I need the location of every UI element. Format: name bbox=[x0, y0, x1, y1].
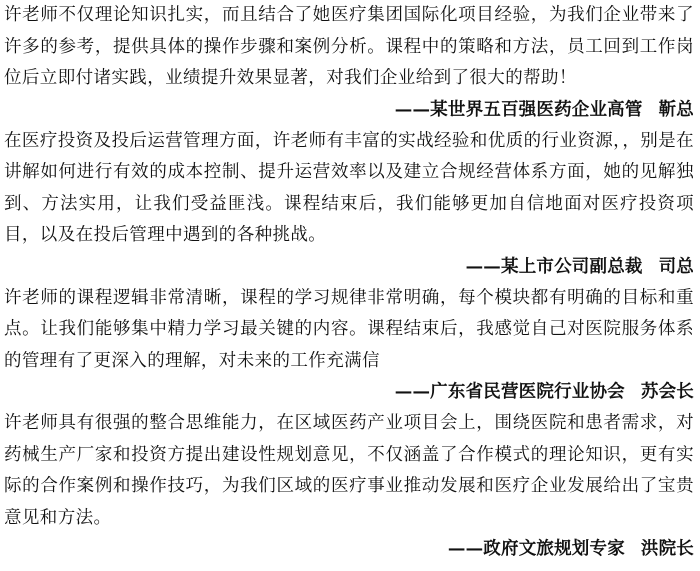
attribution-org: ——政府文旅规划专家 bbox=[447, 539, 625, 559]
attribution-name: 司总 bbox=[658, 256, 694, 277]
attribution-org: ——广东省民营医院行业协会 bbox=[394, 382, 625, 402]
testimonial-attribution-2 bbox=[4, 252, 694, 283]
testimonial-attribution-3 bbox=[4, 377, 694, 408]
testimonial-text-4: 许老师具有很强的整合思维能力，在区域医药产业项目会上，围绕医院和患者需求，对药械生产厂家和投资方提出建设性规划意见，不仅涵盖了合作模式的理论知识，更有实际的合作案例和操作技巧，为我们区域的医疗事业推动发展和医疗企业发展给出了宝贵意见和方法。 bbox=[4, 413, 694, 528]
testimonial-attribution-1 bbox=[4, 95, 694, 126]
attribution-org: ——某上市公司副总裁 bbox=[465, 256, 643, 277]
testimonial-text-3: 许老师的课程逻辑非常清晰，课程的学习规律非常明确，每个模块都有明确的目标和重点。让我们能够集中精力学习最关键的内容。课程结束后，我感觉自己对医院服务体系的管理有了更深入的理解，对未来的工作充满信 bbox=[4, 287, 694, 371]
testimonial-text-2: 在医疗投资及投后运营管理方面，许老师有丰富的实战经验和优质的行业资源，，别是在讲解如何进行有效的成本控制、提升运营效率以及建立合规经营体系方面，她的见解独到、方法实用，让我们受益匪浅。课程结束后，我们能够更加自信地面对医疗投资项目，以及在投后管理中遇到的各种挑战。 bbox=[4, 130, 694, 245]
testimonial-text-1: 许老师不仅理论知识扎实，而且结合了她医疗集团国际化项目经验，为我们企业带来了许多的参考，提供具体的操作步骤和案例分析。课程中的策略和方法，员工回到工作岗位后立即付诸实践，业绩提升效果显著，对我们企业给到了很大的帮助！ bbox=[4, 5, 694, 88]
attribution-org: ——某世界五百强医药企业高管 bbox=[394, 99, 643, 120]
testimonial-attribution-4 bbox=[4, 534, 694, 565]
attribution-name: 苏会长 bbox=[640, 382, 694, 402]
attribution-name: 洪院长 bbox=[640, 539, 694, 559]
attribution-name: 靳总 bbox=[658, 99, 694, 120]
